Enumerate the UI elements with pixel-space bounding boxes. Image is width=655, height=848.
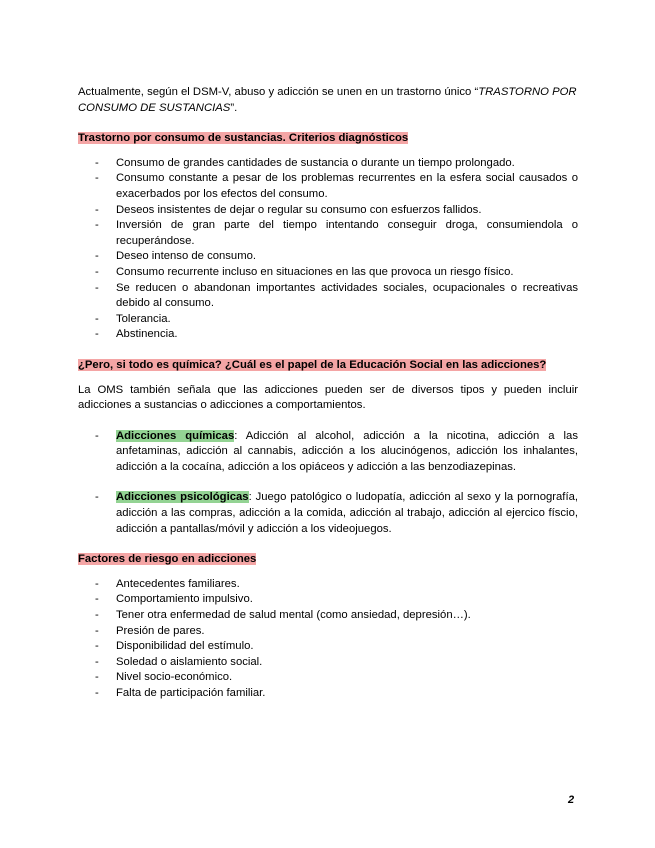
dash-bullet: -: [95, 491, 99, 504]
list-item-text: Antecedentes familiares.: [116, 577, 240, 590]
list-item: [78, 624, 578, 640]
addiction-types-list: [78, 429, 578, 538]
dash-bullet: -: [95, 655, 99, 668]
dash-bullet: -: [95, 624, 99, 637]
list-item: [78, 171, 578, 202]
list-item-text: : Adicción al alcohol, adicción a la nicotina, adicción a las anfetaminas, adicción al cannabis, adicción a los alucinógenos, adicción los inhalantes, adicción a la cocaína, adicción a los opiáceos y adicción a las benzodiazepinas.: [116, 429, 578, 473]
list-item-text: Soledad o aislamiento social.: [116, 655, 263, 668]
intro-tail: ”.: [230, 101, 238, 114]
list-item: [78, 265, 578, 281]
list-item: [78, 592, 578, 608]
list-item: [78, 429, 578, 476]
dash-bullet: -: [95, 609, 99, 622]
list-item: [78, 639, 578, 655]
list-item: [78, 156, 578, 172]
list-item-text: Tolerancia.: [116, 312, 171, 325]
list-item-text: Presión de pares.: [116, 624, 205, 637]
list-item: [78, 655, 578, 671]
list-item-text: Comportamiento impulsivo.: [116, 593, 253, 606]
list-item: [78, 281, 578, 312]
list-item: [78, 670, 578, 686]
heading-highlight: Factores de riesgo en adicciones: [78, 553, 257, 566]
list-item-text: Consumo recurrente incluso en situaciones en las que provoca un riesgo físico.: [116, 265, 514, 278]
section-heading-criteria: [78, 131, 578, 147]
list-item-text: Se reducen o abandonan importantes actividades sociales, ocupacionales o recreativas debido al consumo.: [116, 281, 578, 310]
dash-bullet: -: [95, 671, 99, 684]
oms-paragraph: La OMS también señala que las adicciones pueden ser de diversos tipos y pueden incluir adicciones a sustancias o adicciones a comportamientos.: [78, 383, 578, 412]
dash-bullet: -: [95, 687, 99, 699]
intro-paragraph: [78, 85, 578, 116]
list-item-text: Nivel socio-económico.: [116, 671, 233, 684]
heading-highlight: ¿Pero, si todo es química? ¿Cuál es el papel de la Educación Social en las adicciones?: [78, 358, 547, 371]
page-content: [78, 85, 578, 717]
list-item-text: Tener otra enfermedad de salud mental (como ansiedad, depresión…).: [116, 609, 471, 622]
list-item-text: Falta de participación familiar.: [116, 687, 266, 699]
criteria-list: [78, 156, 578, 343]
list-item: [78, 312, 578, 328]
term-highlight: Adicciones psicológicas: [116, 491, 249, 504]
list-item-text: Abstinencia.: [116, 328, 178, 341]
list-item: [78, 203, 578, 219]
dash-bullet: -: [95, 172, 99, 185]
dash-bullet: -: [95, 281, 99, 294]
dash-bullet: -: [95, 577, 99, 590]
list-item-text: : Juego patológico o ludopatía, adicción al sexo y la pornografía, adicción a las compras, adicción a la comida, adicción al trabajo, adicción al ejercico físcio, adicción a pantallas/móvil y adicción a los videojuegos.: [116, 491, 578, 535]
heading-highlight: Trastorno por consumo de sustancias. Criterios diagnósticos: [78, 132, 409, 145]
dash-bullet: -: [95, 203, 99, 216]
intro-text: Actualmente, según el DSM-V, abuso y adicción se unen en un trastorno único “: [78, 86, 479, 98]
list-item: [78, 490, 578, 537]
dash-bullet: -: [95, 265, 99, 278]
list-item-text: Inversión de gran parte del tiempo intentando conseguir droga, consumiendola o recuperándose.: [116, 219, 578, 247]
list-item-text: Deseos insistentes de dejar o regular su consumo con esfuerzos fallidos.: [116, 203, 482, 216]
dash-bullet: -: [95, 312, 99, 325]
list-item: [78, 249, 578, 265]
dash-bullet: -: [95, 156, 99, 169]
dash-bullet: -: [95, 429, 99, 442]
list-item-text: Deseo intenso de consumo.: [116, 250, 257, 263]
dash-bullet: -: [95, 250, 99, 263]
list-item-text: Disponibilidad del estímulo.: [116, 640, 254, 653]
dash-bullet: -: [95, 593, 99, 606]
term-highlight: Adicciones químicas: [116, 429, 235, 442]
list-item-text: Consumo constante a pesar de los problemas recurrentes en la esfera social causados o exacerbados por los efectos del consumo.: [116, 172, 578, 200]
list-item: [78, 608, 578, 624]
list-item: [78, 577, 578, 593]
intro-emphasis: TRASTORNO POR CONSUMO DE SUSTANCIAS: [78, 86, 577, 114]
dash-bullet: -: [95, 219, 99, 232]
dash-bullet: -: [95, 328, 99, 341]
dash-bullet: -: [95, 640, 99, 653]
section-heading-risk-factors: [78, 552, 578, 568]
risk-factors-list: [78, 577, 578, 702]
list-item-text: Consumo de grandes cantidades de sustancia o durante un tiempo prolongado.: [116, 156, 515, 169]
page-number: 2: [568, 794, 575, 806]
list-item: [78, 327, 578, 343]
section-heading-education: [78, 358, 578, 374]
list-item: [78, 218, 578, 249]
list-item: [78, 686, 578, 702]
